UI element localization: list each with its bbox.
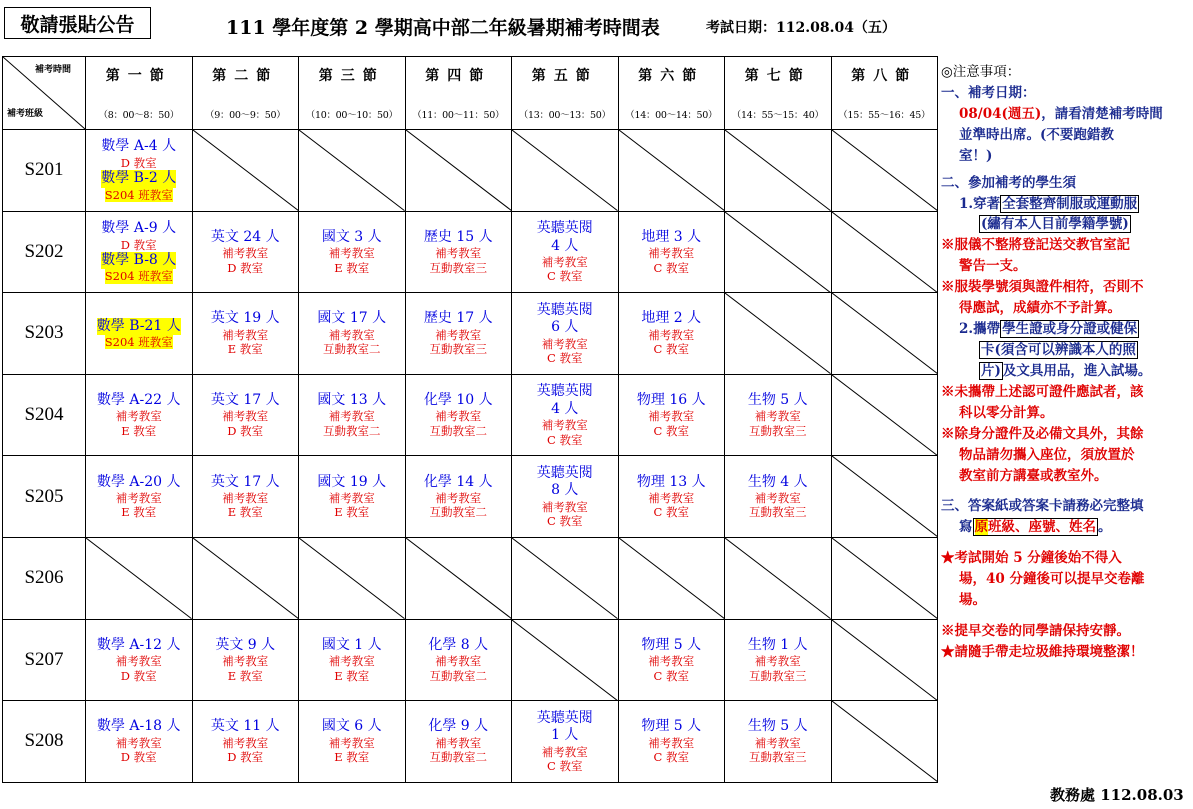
exam-room: 補考教室 (328, 735, 375, 750)
period-header-3 (299, 57, 406, 130)
exam-room: 補考教室 (115, 654, 162, 669)
exam-slot (512, 211, 619, 293)
period-name: 第五節 (531, 68, 598, 84)
exam-subject: 數學 A-4 人 (101, 138, 177, 155)
exam-room: 互動教室三 (749, 423, 807, 438)
empty-slot (405, 130, 512, 212)
exam-slot (618, 619, 725, 701)
exam-slot (618, 211, 725, 293)
star-line: 場。 (959, 592, 986, 609)
exam-slot (512, 293, 619, 375)
exam-slot (192, 374, 299, 456)
exam-subject: 國文 1 人 (321, 636, 382, 653)
exam-subject: 4 人 (551, 237, 579, 254)
exam-room: E 教室 (121, 505, 157, 520)
exam-slot (405, 619, 512, 701)
exam-room: S204 班教室 (104, 187, 173, 202)
notes-line: 。 (1098, 519, 1112, 536)
exam-subject: 化學 9 人 (428, 718, 489, 735)
exam-room: 補考教室 (541, 255, 588, 270)
empty-slot (192, 130, 299, 212)
exam-slot (299, 619, 406, 701)
exam-subject: 歷史 17 人 (423, 310, 493, 327)
exam-room: 補考教室 (328, 409, 375, 424)
exam-room: 補考教室 (328, 246, 375, 261)
period-time: （13：00～13：50） (518, 110, 611, 121)
exam-room: D 教室 (227, 750, 264, 765)
exam-room: 互動教室二 (429, 750, 487, 765)
exam-subject: 數學 A-9 人 (101, 220, 177, 237)
period-header-1 (86, 57, 193, 130)
exam-slot (725, 456, 832, 538)
exam-room: E 教室 (334, 668, 370, 683)
exam-slot (86, 130, 193, 212)
class-label: S201 (3, 130, 86, 212)
star-line: ★請隨手帶走垃圾維持環境整潔！ (941, 643, 1144, 660)
empty-slot (725, 293, 832, 375)
warning-line: 警告一支。 (959, 258, 1027, 275)
exam-subject: 8 人 (551, 482, 579, 499)
empty-slot (831, 619, 938, 701)
exam-room: 補考教室 (754, 409, 801, 424)
exam-subject: 物理 5 人 (641, 718, 702, 735)
exam-room: 互動教室三 (749, 668, 807, 683)
empty-slot (299, 537, 406, 619)
notes-line: 寫 (959, 519, 973, 536)
exam-room: 補考教室 (222, 654, 269, 669)
warning-line: 教室前方講臺或教室外。 (959, 467, 1108, 484)
empty-slot (831, 130, 938, 212)
exam-room: 互動教室二 (323, 342, 381, 357)
class-label: S205 (3, 456, 86, 538)
exam-room: 補考教室 (754, 735, 801, 750)
id-rule: 片) (981, 362, 1001, 379)
table-row (3, 701, 938, 783)
exam-slot (405, 293, 512, 375)
notes-line: 1.穿著 (959, 195, 1001, 212)
table-row (3, 293, 938, 375)
exam-room: C 教室 (547, 758, 583, 773)
exam-room: 補考教室 (648, 246, 695, 261)
exam-room: D 教室 (120, 237, 157, 252)
exam-room: 互動教室二 (323, 423, 381, 438)
exam-room: E 教室 (334, 505, 370, 520)
id-rule: 卡(須含可以辨識本人的照 (981, 341, 1136, 358)
empty-slot (725, 130, 832, 212)
exam-subject: 國文 6 人 (321, 718, 382, 735)
exam-date: 考試日期：112.08.04（五） (706, 20, 896, 36)
period-name: 第八節 (851, 68, 918, 84)
exam-subject: 生物 1 人 (747, 636, 808, 653)
exam-slot (86, 293, 193, 375)
table-row (3, 374, 938, 456)
warning-line: 得應試，成績亦不予計算。 (959, 300, 1121, 317)
exam-room: 補考教室 (541, 336, 588, 351)
exam-room: C 教室 (653, 750, 689, 765)
exam-room: 補考教室 (648, 327, 695, 342)
exam-subject: 數學 A-12 人 (96, 636, 181, 653)
period-header-6 (618, 57, 725, 130)
exam-slot (192, 293, 299, 375)
exam-slot (405, 701, 512, 783)
exam-subject: 生物 5 人 (747, 391, 808, 408)
exam-day: 08/04(週五) (959, 105, 1042, 122)
exam-subject: 英聽英閱 (536, 709, 593, 726)
exam-subject: 化學 8 人 (428, 636, 489, 653)
exam-subject: 數學 A-22 人 (96, 391, 181, 408)
exam-room: 補考教室 (328, 654, 375, 669)
exam-slot (299, 456, 406, 538)
exam-room: E 教室 (227, 668, 263, 683)
period-name: 第四節 (425, 68, 492, 84)
exam-room: 補考教室 (648, 491, 695, 506)
exam-subject: 英聽英閱 (536, 301, 593, 318)
exam-room: S204 班教室 (104, 335, 173, 350)
empty-slot (831, 211, 938, 293)
period-time: （14：55～15：40） (731, 110, 824, 121)
notes-section-2-title: 二、參加補考的學生須 (941, 174, 1076, 191)
exam-room: D 教室 (120, 750, 157, 765)
exam-subject: 數學 B-21 人 (96, 317, 181, 334)
exam-room: 互動教室三 (429, 260, 487, 275)
notes-panel (941, 62, 1191, 663)
exam-room: 互動教室三 (749, 505, 807, 520)
exam-subject: 化學 10 人 (423, 391, 493, 408)
uniform-rule: 全套整齊制服或運動服 (1002, 195, 1138, 212)
period-name: 第七節 (744, 68, 811, 84)
notes-line: 2.攜帶 (959, 321, 1001, 338)
empty-slot (512, 619, 619, 701)
footer-issuer: 教務處 112.08.03 (1050, 786, 1184, 804)
notes-line: 及文具用品，進入試場。 (1002, 362, 1152, 379)
exam-room: C 教室 (547, 432, 583, 447)
period-header-7 (725, 57, 832, 130)
warning-line: 物品請勿攜入座位，須放置於 (959, 446, 1135, 463)
period-time: （14：00～14：50） (625, 110, 718, 121)
warning-line: 科以零分計算。 (959, 404, 1054, 421)
exam-room: C 教室 (547, 514, 583, 529)
warning-line: ※除身分證件及必備文具外，其餘 (941, 425, 1144, 442)
period-name: 第二節 (212, 68, 279, 84)
notes-line: ，請看清楚補考時間 (1041, 105, 1163, 122)
exam-slot (86, 374, 193, 456)
exam-subject: 國文 17 人 (317, 310, 387, 327)
exam-room: C 教室 (547, 269, 583, 284)
period-name: 第六節 (638, 68, 705, 84)
exam-slot (405, 374, 512, 456)
exam-slot (618, 374, 725, 456)
exam-slot (86, 211, 193, 293)
exam-subject: 地理 2 人 (641, 310, 702, 327)
notes-line: 並準時出席。(不要跑錯教 (959, 126, 1114, 143)
exam-subject: 英文 19 人 (210, 310, 280, 327)
exam-slot (299, 293, 406, 375)
exam-subject: 英聽英閱 (536, 383, 593, 400)
class-label: S202 (3, 211, 86, 293)
period-time: （9：00～9：50） (205, 110, 286, 121)
exam-room: C 教室 (653, 505, 689, 520)
exam-slot (405, 456, 512, 538)
warning-line: ※未攜帶上述認可證件應試者，該 (941, 383, 1144, 400)
period-name: 第一節 (105, 68, 172, 84)
exam-subject: 數學 A-20 人 (96, 473, 181, 490)
exam-room: E 教室 (227, 342, 263, 357)
corner-time-label: 補考時間 (34, 65, 71, 75)
exam-slot (299, 211, 406, 293)
exam-room: E 教室 (334, 750, 370, 765)
exam-subject: 物理 16 人 (636, 391, 706, 408)
exam-slot (725, 374, 832, 456)
exam-room: 補考教室 (328, 491, 375, 506)
exam-subject: 歷史 15 人 (423, 228, 493, 245)
exam-slot (192, 701, 299, 783)
exam-room: 補考教室 (115, 491, 162, 506)
empty-slot (831, 374, 938, 456)
exam-room: E 教室 (227, 505, 263, 520)
exam-slot (512, 374, 619, 456)
exam-slot (725, 701, 832, 783)
notice-label: 敬請張貼公告 (4, 7, 151, 39)
exam-room: E 教室 (334, 260, 370, 275)
class-label: S204 (3, 374, 86, 456)
schedule-table (2, 56, 938, 783)
period-header-8 (831, 57, 938, 130)
exam-subject: 英文 24 人 (210, 228, 280, 245)
exam-subject: 生物 4 人 (747, 473, 808, 490)
table-row (3, 537, 938, 619)
empty-slot (618, 537, 725, 619)
empty-slot (512, 537, 619, 619)
header-row (3, 57, 938, 130)
period-time: （15：55～16：45） (838, 110, 931, 121)
corner-header (3, 57, 86, 130)
exam-room: 補考教室 (435, 654, 482, 669)
original-highlight: 原 (974, 519, 988, 536)
table-row (3, 456, 938, 538)
exam-room: 補考教室 (435, 409, 482, 424)
empty-slot (831, 701, 938, 783)
empty-slot (725, 211, 832, 293)
star-line: 場，40 分鐘後可以提早交卷離 (959, 571, 1145, 588)
class-label: S208 (3, 701, 86, 783)
exam-room: 補考教室 (435, 491, 482, 506)
exam-slot (299, 701, 406, 783)
exam-subject: 物理 13 人 (636, 473, 706, 490)
id-rule: 學生證或身分證或健保 (1002, 321, 1138, 338)
exam-room: D 教室 (120, 155, 157, 170)
exam-subject: 國文 19 人 (317, 473, 387, 490)
page-title: 111 學年度第 2 學期高中部二年級暑期補考時間表 (226, 17, 660, 39)
uniform-rule-detail: (繡有本人目前學籍學號) (981, 216, 1129, 233)
exam-room: C 教室 (653, 423, 689, 438)
exam-subject: 英聽英閱 (536, 220, 593, 237)
exam-room: E 教室 (121, 423, 157, 438)
exam-room: C 教室 (653, 260, 689, 275)
period-time: （10：00～10：50） (305, 110, 398, 121)
exam-subject: 數學 B-8 人 (101, 251, 177, 268)
exam-room: 補考教室 (222, 246, 269, 261)
exam-room: 補考教室 (222, 409, 269, 424)
exam-subject: 數學 A-18 人 (96, 718, 181, 735)
warning-line: ※服儀不整將登記送交教官室記 (941, 237, 1130, 254)
period-time: （8：00～8：50） (98, 110, 179, 121)
empty-slot (831, 537, 938, 619)
exam-subject: 國文 13 人 (317, 391, 387, 408)
exam-subject: 英文 11 人 (210, 718, 280, 735)
exam-room: 互動教室二 (429, 423, 487, 438)
corner-class-label: 補考班級 (7, 109, 44, 119)
exam-slot (618, 701, 725, 783)
exam-subject: 物理 5 人 (641, 636, 702, 653)
notes-line: 室！) (959, 147, 993, 164)
exam-slot (192, 211, 299, 293)
warning-line: ※服裝學號須與證件相符，否則不 (941, 279, 1144, 296)
exam-slot (512, 701, 619, 783)
exam-room: C 教室 (547, 350, 583, 365)
table-row (3, 130, 938, 212)
exam-room: D 教室 (227, 260, 264, 275)
exam-room: 補考教室 (115, 409, 162, 424)
exam-room: 補考教室 (222, 327, 269, 342)
notes-section-3-title: 三、答案紙或答案卡請務必完整填 (941, 498, 1144, 515)
class-label: S207 (3, 619, 86, 701)
exam-slot (192, 619, 299, 701)
period-time: （11：00～11：50） (412, 110, 505, 121)
star-line: ★考試開始 5 分鐘後始不得入 (941, 550, 1122, 567)
empty-slot (512, 130, 619, 212)
exam-room: 補考教室 (541, 418, 588, 433)
exam-subject: 英文 9 人 (215, 636, 276, 653)
empty-slot (405, 537, 512, 619)
exam-room: 互動教室三 (429, 342, 487, 357)
exam-slot (86, 456, 193, 538)
exam-slot (299, 374, 406, 456)
period-name: 第三節 (318, 68, 385, 84)
exam-slot (405, 211, 512, 293)
exam-slot (618, 456, 725, 538)
exam-slot (192, 456, 299, 538)
period-header-5 (512, 57, 619, 130)
exam-room: 補考教室 (435, 246, 482, 261)
exam-subject: 數學 B-2 人 (101, 170, 177, 187)
exam-subject: 英文 17 人 (210, 473, 280, 490)
exam-room: 補考教室 (435, 327, 482, 342)
period-header-2 (192, 57, 299, 130)
class-label: S206 (3, 537, 86, 619)
exam-subject: 地理 3 人 (641, 228, 702, 245)
empty-slot (831, 456, 938, 538)
table-row (3, 619, 938, 701)
exam-slot (618, 293, 725, 375)
table-row (3, 211, 938, 293)
answer-sheet-fields: 班級、座號、姓名 (988, 519, 1096, 536)
exam-room: D 教室 (227, 423, 264, 438)
exam-room: S204 班教室 (104, 269, 173, 284)
exam-subject: 英文 17 人 (210, 391, 280, 408)
exam-room: 補考教室 (222, 491, 269, 506)
exam-room: 互動教室二 (429, 668, 487, 683)
exam-room: 補考教室 (541, 499, 588, 514)
exam-room: 補考教室 (115, 735, 162, 750)
exam-room: C 教室 (653, 342, 689, 357)
exam-room: 補考教室 (648, 409, 695, 424)
exam-slot (86, 619, 193, 701)
exam-room: 補考教室 (435, 735, 482, 750)
exam-subject: 英聽英閱 (536, 464, 593, 481)
empty-slot (618, 130, 725, 212)
exam-room: 補考教室 (541, 744, 588, 759)
exam-room: 補考教室 (648, 654, 695, 669)
empty-slot (192, 537, 299, 619)
exam-subject: 國文 3 人 (321, 228, 382, 245)
exam-room: 補考教室 (328, 327, 375, 342)
exam-room: 互動教室三 (749, 750, 807, 765)
exam-subject: 生物 5 人 (747, 718, 808, 735)
exam-subject: 4 人 (551, 400, 579, 417)
warning-line: ※提早交卷的同學請保持安靜。 (941, 623, 1130, 640)
notes-section-1-title: 一、補考日期： (941, 84, 1036, 101)
exam-slot (86, 701, 193, 783)
exam-room: D 教室 (120, 668, 157, 683)
empty-slot (299, 130, 406, 212)
exam-subject: 1 人 (551, 727, 579, 744)
exam-subject: 6 人 (551, 319, 579, 336)
class-label: S203 (3, 293, 86, 375)
empty-slot (831, 293, 938, 375)
exam-room: 補考教室 (754, 491, 801, 506)
notes-heading: ◎注意事項： (941, 64, 1021, 80)
exam-room: C 教室 (653, 668, 689, 683)
period-header-4 (405, 57, 512, 130)
exam-room: 補考教室 (648, 735, 695, 750)
exam-subject: 化學 14 人 (423, 473, 493, 490)
exam-room: 補考教室 (222, 735, 269, 750)
empty-slot (86, 537, 193, 619)
exam-room: 補考教室 (754, 654, 801, 669)
exam-room: 互動教室二 (429, 505, 487, 520)
empty-slot (725, 537, 832, 619)
exam-slot (725, 619, 832, 701)
exam-slot (512, 456, 619, 538)
